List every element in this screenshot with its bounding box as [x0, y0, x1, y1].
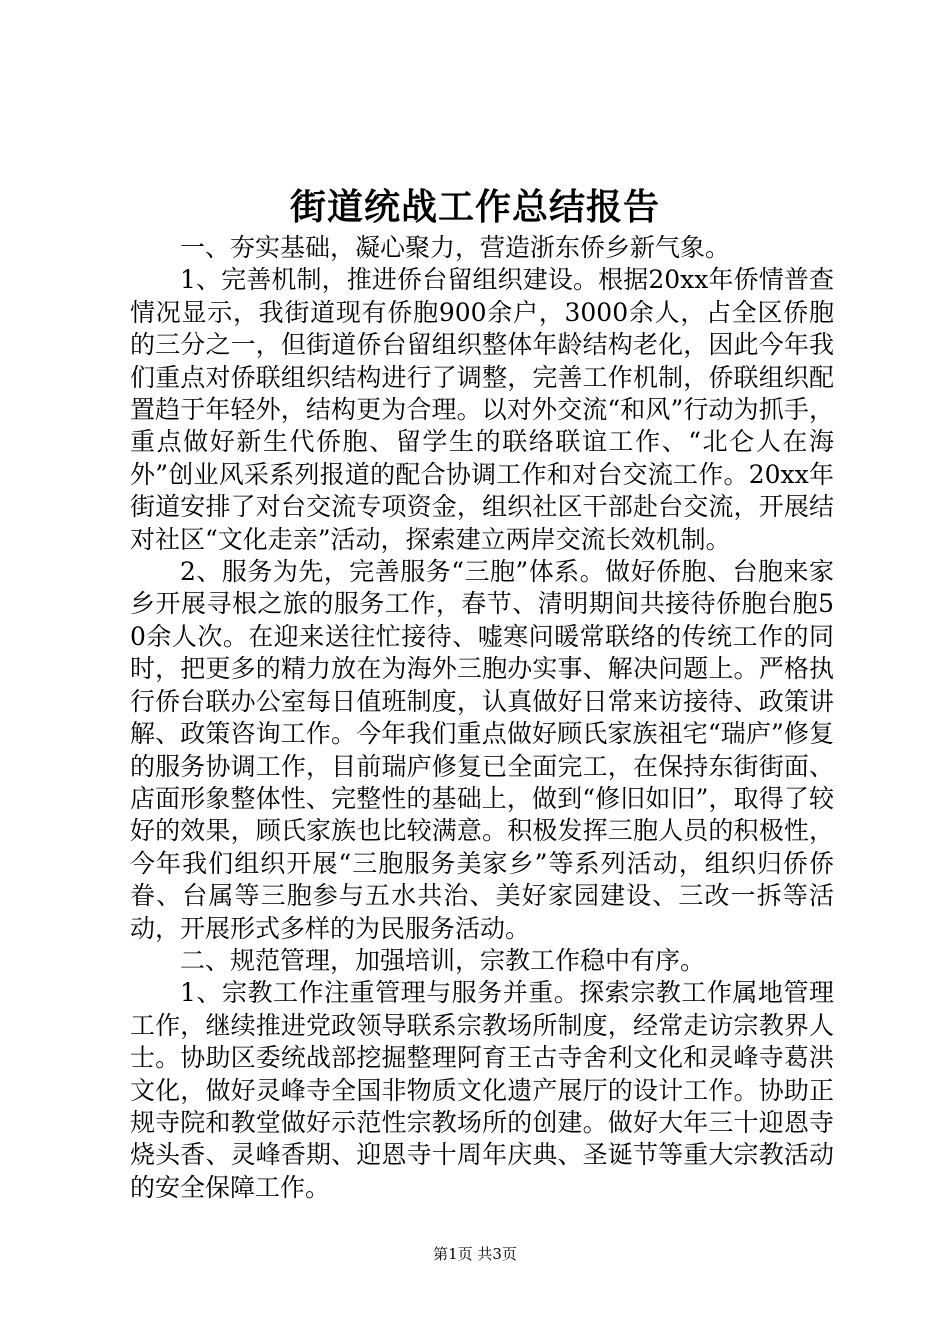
paragraph-1: 1、完善机制，推进侨台留组织建设。根据20xx年侨情普查情况显示，我街道现有侨胞900余户，3000余人，占全区侨胞的三分之一，但街道侨台留组织整体年龄结构老化，因此今年我们重点对侨联组织结构进行了调整，完善工作机制，侨联组织配置趋于年轻外，结构更为合理。以对外交流“和风”行动为抓手，重点做好新生代侨胞、留学生的联络联谊工作、“北仑人在海外”创业风采系列报道的配合协调工作和对台交流工作。20xx年街道安排了对台交流专项资金，组织社区干部赴台交流，开展结对社区“文化走亲”活动，探索建立两岸交流长效机制。 [130, 265, 834, 554]
section-heading-2: 二、规范管理，加强培训，宗教工作稳中有序。 [180, 945, 706, 975]
section-heading-1: 一、夯实基础，凝心聚力，营造浙东侨乡新气象。 [180, 233, 731, 262]
page-footer: 第1页 共3页 [433, 1245, 517, 1263]
document-title: 街道统战工作总结报告 [289, 186, 660, 228]
paragraph-2: 2、服务为先，完善服务“三胞”体系。做好侨胞、台胞来家乡开展寻根之旅的服务工作，春节、清明期间共接待侨胞台胞50余人次。在迎来送往忙接待、嘘寒问暖常联络的传统工作的同时，把更多的精力放在为海外三胞办实事、解决问题上。严格执行侨台联办公室每日值班制度，认真做好日常来访接待、政策讲解、政策咨询工作。今年我们重点做好顾氏家族祖宅“瑞庐”修复的服务协调工作，目前瑞庐修复已全面完工，在保持东街街面、店面形象整体性、完整性的基础上，做到“修旧如旧”，取得了较好的效果，顾氏家族也比较满意。积极发挥三胞人员的积极性，今年我们组织开展“三胞服务美家乡”等系列活动，组织归侨侨眷、台属等三胞参与五水共治、美好家园建设、三改一拆等活动，开展形式多样的为民服务活动。 [130, 557, 834, 943]
document-body [130, 232, 834, 1204]
paragraph-3: 1、宗教工作注重管理与服务并重。探索宗教工作属地管理工作，继续推进党政领导联系宗教场所制度，经常走访宗教界人士。协助区委统战部挖掘整理阿育王古寺舍利文化和灵峰寺葛洪文化，做好灵峰寺全国非物质文化遗产展厅的设计工作。协助正规寺院和教堂做好示范性宗教场所的创建。做好大年三十迎恩寺烧头香、灵峰香期、迎恩寺十周年庆典、圣诞节等重大宗教活动的安全保障工作。 [130, 978, 834, 1202]
